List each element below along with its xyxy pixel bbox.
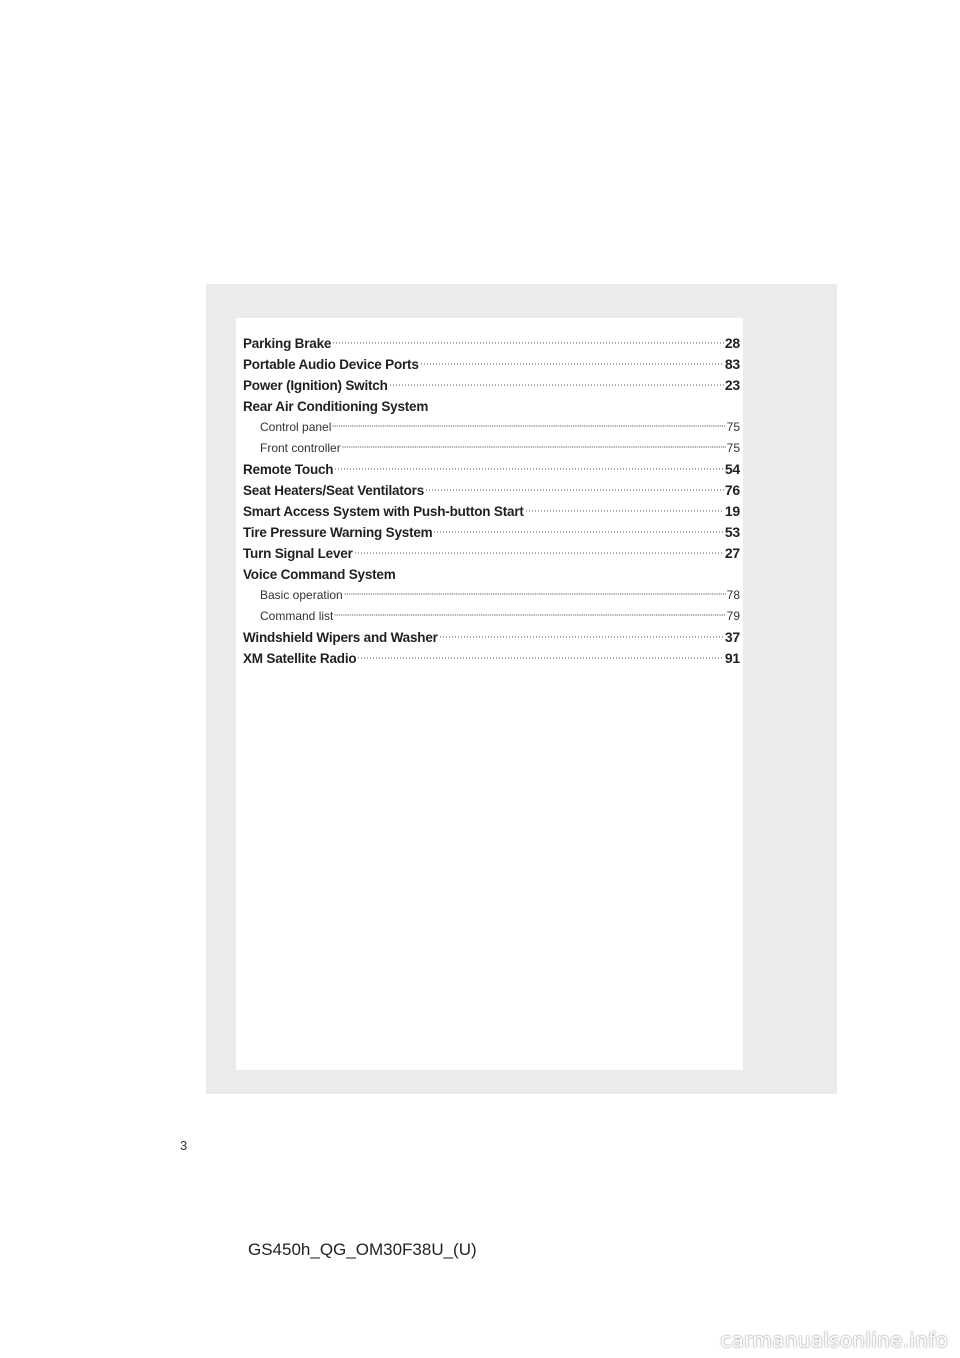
index-subentry[interactable] (243, 606, 740, 627)
entry-page-number: 27 (724, 545, 740, 561)
dot-leader (425, 489, 724, 491)
page-number: 3 (180, 1138, 188, 1153)
index-entry[interactable] (243, 543, 740, 564)
entry-label: XM Satellite Radio (243, 651, 357, 666)
entry-page-number: 54 (724, 461, 740, 477)
dot-leader (334, 468, 723, 470)
entry-label: Remote Touch (243, 462, 334, 477)
entry-page-number: 76 (724, 482, 740, 498)
index-entry[interactable] (243, 648, 740, 669)
dot-leader (357, 657, 723, 659)
index-entry[interactable] (243, 627, 740, 648)
entry-page-number: 28 (724, 335, 740, 351)
entry-page-number: 83 (724, 356, 740, 372)
dot-leader (433, 531, 723, 533)
entry-label: Turn Signal Lever (243, 546, 353, 561)
index-entry[interactable] (243, 333, 740, 354)
entry-label: Control panel (260, 420, 332, 434)
index-section-header (243, 396, 740, 417)
dot-leader (439, 636, 724, 638)
entry-page-number: 91 (724, 650, 740, 666)
index-entry[interactable] (243, 501, 740, 522)
entry-page-number: 37 (724, 629, 740, 645)
entry-label: Portable Audio Device Ports (243, 357, 419, 372)
document-code: GS450h_QG_OM30F38U_(U) (248, 1240, 477, 1259)
entry-page-number: 78 (726, 588, 740, 602)
entry-label: Windshield Wipers and Washer (243, 630, 438, 645)
entry-page-number: 19 (724, 503, 740, 519)
dot-leader (344, 593, 726, 595)
index-entry[interactable] (243, 354, 740, 375)
entry-label: Parking Brake (243, 336, 332, 351)
entry-label: Seat Heaters/Seat Ventilators (243, 483, 425, 498)
index-subentry[interactable] (243, 417, 740, 438)
index-section-header (243, 564, 740, 585)
entry-page-number: 75 (726, 441, 740, 455)
entry-page-number: 53 (724, 524, 740, 540)
dot-leader (332, 425, 725, 427)
entry-label: Rear Air Conditioning System (243, 399, 429, 414)
entry-label: Tire Pressure Warning System (243, 525, 433, 540)
entry-label: Smart Access System with Push-button Start (243, 504, 524, 519)
entry-page-number: 79 (726, 609, 740, 623)
dot-leader (420, 363, 724, 365)
index-entry[interactable] (243, 375, 740, 396)
index-subentry[interactable] (243, 438, 740, 459)
index-entry[interactable] (243, 522, 740, 543)
dot-leader (332, 342, 724, 344)
entry-page-number: 23 (724, 377, 740, 393)
entry-page-number: 75 (726, 420, 740, 434)
watermark-link[interactable]: carmanualsonline.info (720, 1328, 948, 1352)
entry-label: Command list (260, 609, 334, 623)
index-subentry[interactable] (243, 585, 740, 606)
entry-label: Power (Ignition) Switch (243, 378, 388, 393)
dot-leader (389, 384, 724, 386)
entry-label: Front controller (260, 441, 341, 455)
entry-label: Basic operation (260, 588, 343, 602)
entry-label: Voice Command System (243, 567, 396, 582)
index-list (243, 333, 740, 669)
dot-leader (354, 552, 724, 554)
index-entry[interactable] (243, 480, 740, 501)
dot-leader (525, 510, 724, 512)
dot-leader (334, 614, 725, 616)
index-entry[interactable] (243, 459, 740, 480)
dot-leader (342, 446, 726, 448)
